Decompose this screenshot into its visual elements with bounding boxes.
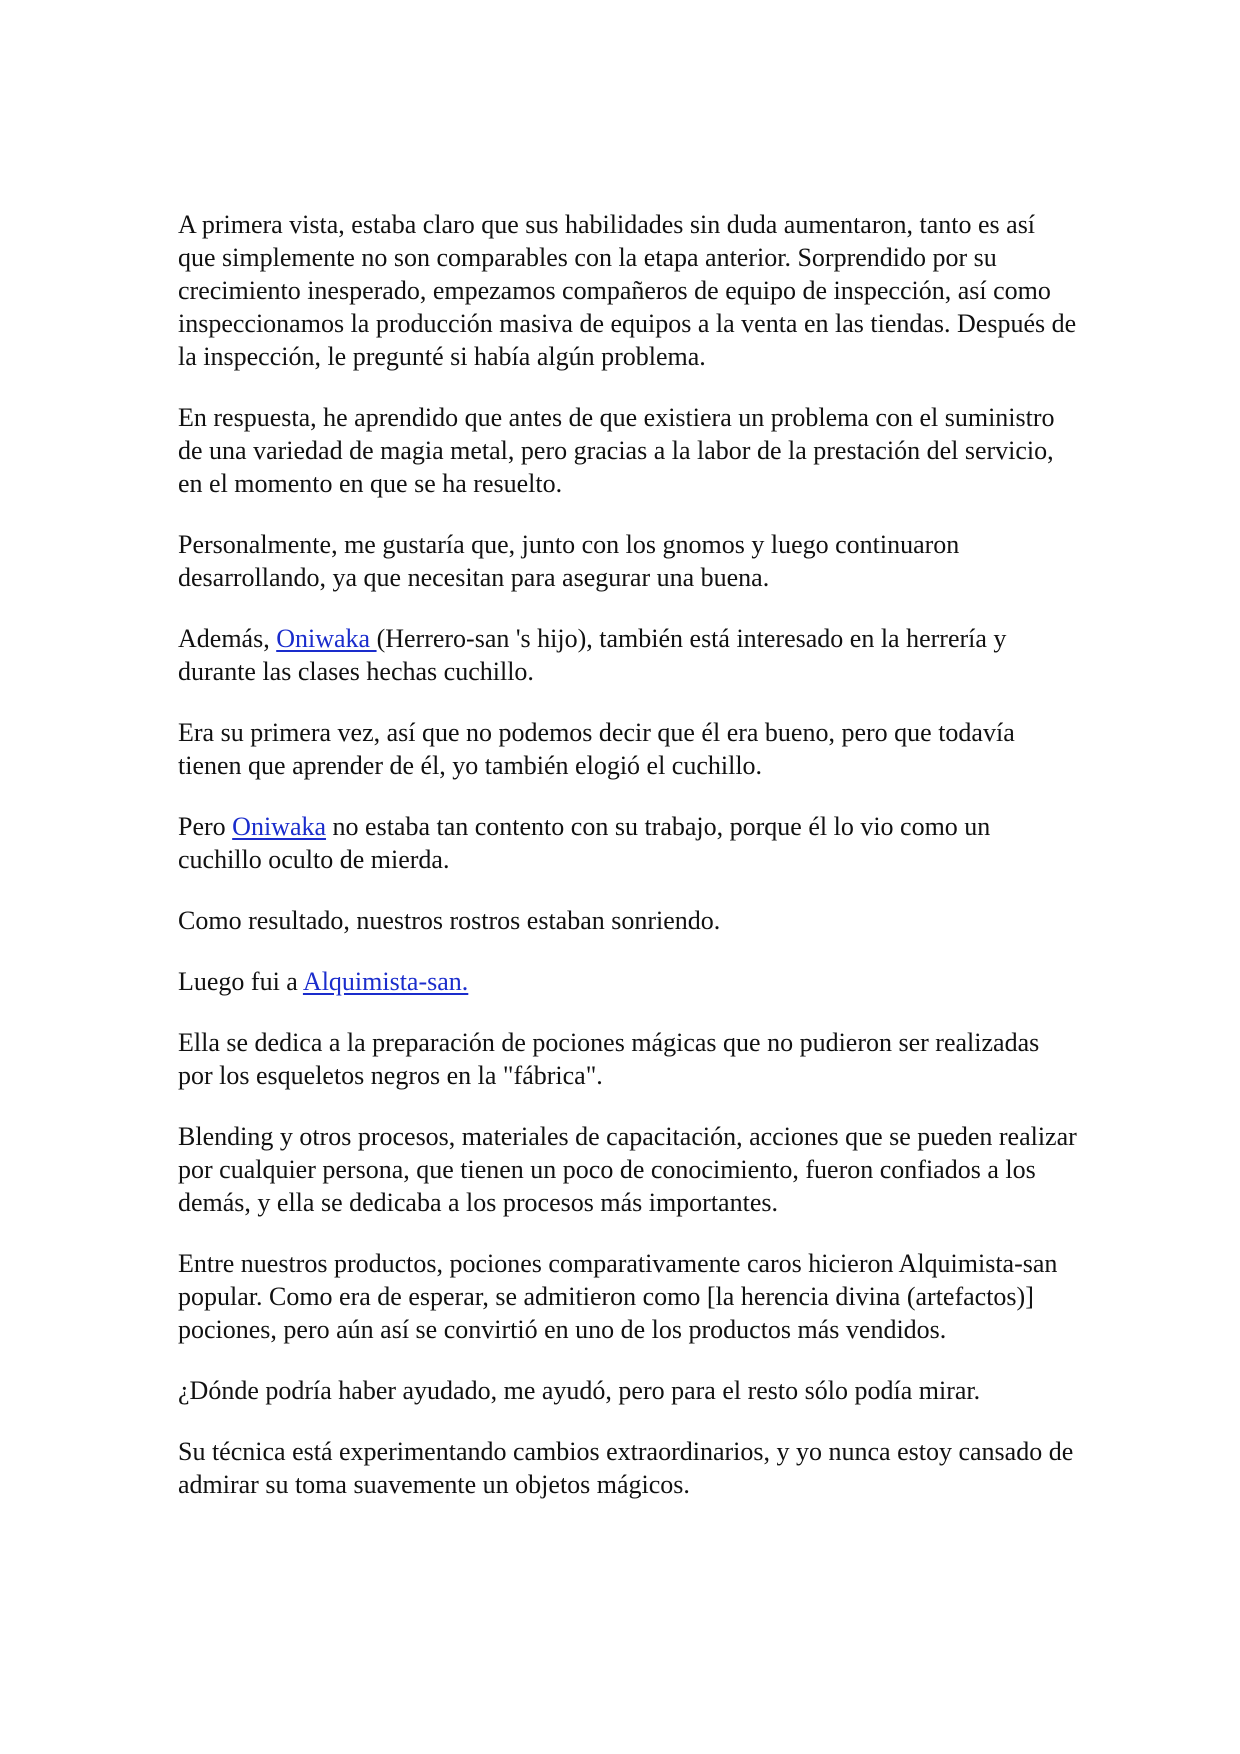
paragraph-13 xyxy=(178,1435,1078,1501)
document-page xyxy=(178,208,1078,1529)
paragraph-4 xyxy=(178,622,1078,688)
paragraph-text: Luego fui a xyxy=(178,967,303,996)
paragraph-text: Su técnica está experimentando cambios extraordinarios, y yo nunca estoy cansado de admirar su toma suavemente un objetos mágicos. xyxy=(178,1437,1074,1499)
paragraph-10 xyxy=(178,1120,1078,1219)
paragraph-text: Pero xyxy=(178,812,233,841)
paragraph-text: Entre nuestros productos, pociones comparativamente caros hicieron Alquimista-san popular. Como era de esperar, se admitieron como [la herencia divina (artefactos)] pociones, pero aún así se convirtió en uno de los productos más vendidos. xyxy=(178,1249,1058,1344)
paragraph-12 xyxy=(178,1374,1078,1407)
paragraph-8 xyxy=(178,965,1078,998)
paragraph-3 xyxy=(178,528,1078,594)
oniwaka-link[interactable]: Oniwaka xyxy=(276,624,377,653)
paragraph-11 xyxy=(178,1247,1078,1346)
oniwaka-link[interactable]: Oniwaka xyxy=(232,812,327,841)
paragraph-text: A primera vista, estaba claro que sus habilidades sin duda aumentaron, tanto es así que simplemente no son comparables con la etapa anterior. Sorprendido por su crecimiento inesperado, empezamos compañeros de equipo de inspección, así como inspeccionamos la producción masiva de equipos a la venta en las tiendas. Después de la inspección, le pregunté si había algún problema. xyxy=(178,210,1077,371)
paragraph-text: En respuesta, he aprendido que antes de que existiera un problema con el suministro de una variedad de magia metal, pero gracias a la labor de la prestación del servicio, en el momento en que se ha resuelto. xyxy=(178,403,1055,498)
paragraph-text: Era su primera vez, así que no podemos decir que él era bueno, pero que todavía tienen que aprender de él, yo también elogió el cuchillo. xyxy=(178,718,1015,780)
paragraph-2 xyxy=(178,401,1078,500)
paragraph-text: Blending y otros procesos, materiales de capacitación, acciones que se pueden realizar por cualquier persona, que tienen un poco de conocimiento, fueron confiados a los demás, y ella se dedicaba a los procesos más importantes. xyxy=(178,1122,1077,1217)
paragraph-text: Ella se dedica a la preparación de pociones mágicas que no pudieron ser realizadas por los esqueletos negros en la "fábrica". xyxy=(178,1028,1040,1090)
paragraph-6 xyxy=(178,810,1078,876)
paragraph-9 xyxy=(178,1026,1078,1092)
paragraph-text: no estaba tan contento con su trabajo, porque él lo vio como un cuchillo oculto de mierda. xyxy=(178,812,991,874)
paragraph-1 xyxy=(178,208,1078,373)
paragraph-7 xyxy=(178,904,1078,937)
alquimista-san-link[interactable]: Alquimista-san. xyxy=(302,967,469,996)
paragraph-text: ¿Dónde podría haber ayudado, me ayudó, pero para el resto sólo podía mirar. xyxy=(178,1376,981,1405)
paragraph-5 xyxy=(178,716,1078,782)
paragraph-text: (Herrero-san 's hijo), también está interesado en la herrería y durante las clases hechas cuchillo. xyxy=(178,624,1007,686)
paragraph-text: Además, xyxy=(178,624,277,653)
paragraph-text: Personalmente, me gustaría que, junto con los gnomos y luego continuaron desarrollando, ya que necesitan para asegurar una buena. xyxy=(178,530,960,592)
paragraph-text: Como resultado, nuestros rostros estaban sonriendo. xyxy=(178,906,721,935)
